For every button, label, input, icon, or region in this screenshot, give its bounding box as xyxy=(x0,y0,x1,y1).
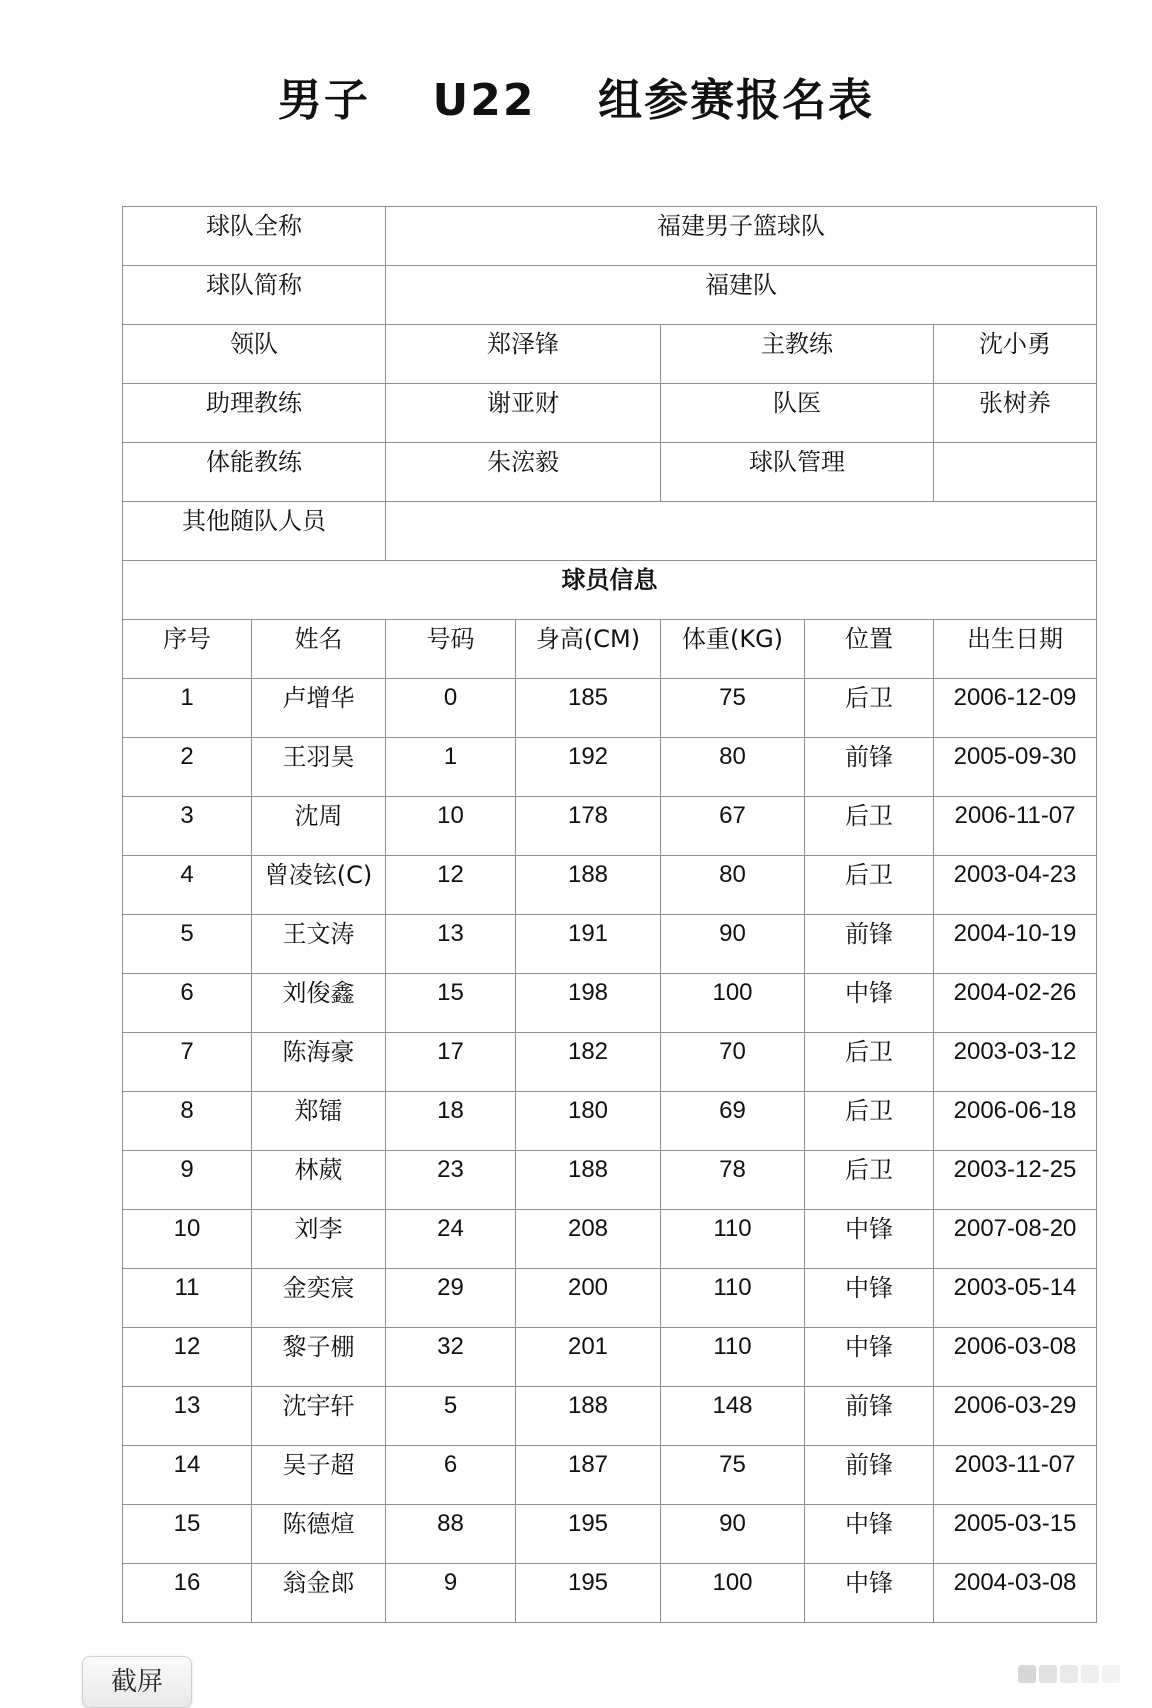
player-weight: 90 xyxy=(661,1505,805,1564)
player-height: 195 xyxy=(516,1564,661,1623)
player-height: 187 xyxy=(516,1446,661,1505)
player-number: 23 xyxy=(386,1151,516,1210)
player-number: 0 xyxy=(386,679,516,738)
player-weight: 67 xyxy=(661,797,805,856)
team-short-name-label: 球队简称 xyxy=(123,266,386,325)
player-birthdate: 2006-06-18 xyxy=(934,1092,1097,1151)
player-weight: 100 xyxy=(661,1564,805,1623)
table-row xyxy=(123,1092,1097,1151)
player-position: 中锋 xyxy=(805,1564,934,1623)
player-birthdate: 2007-08-20 xyxy=(934,1210,1097,1269)
player-birthdate: 2003-11-07 xyxy=(934,1446,1097,1505)
player-height: 180 xyxy=(516,1092,661,1151)
column-header: 出生日期 xyxy=(934,620,1097,679)
player-name: 刘俊鑫 xyxy=(252,974,386,1033)
table-row xyxy=(123,1210,1097,1269)
player-index: 3 xyxy=(123,797,252,856)
page-title: 男子 U22 组参赛报名表 xyxy=(277,75,875,126)
team-full-name-label: 球队全称 xyxy=(123,207,386,266)
column-header: 体重(KG) xyxy=(661,620,805,679)
column-header: 号码 xyxy=(386,620,516,679)
player-name: 沈周 xyxy=(252,797,386,856)
assistant-coach-value: 谢亚财 xyxy=(386,384,661,443)
player-birthdate: 2006-11-07 xyxy=(934,797,1097,856)
player-weight: 110 xyxy=(661,1328,805,1387)
others-row xyxy=(123,502,1097,561)
player-number: 10 xyxy=(386,797,516,856)
player-weight: 75 xyxy=(661,679,805,738)
player-weight: 78 xyxy=(661,1151,805,1210)
player-position: 中锋 xyxy=(805,1505,934,1564)
other-staff-label: 其他随队人员 xyxy=(123,502,386,561)
player-number: 12 xyxy=(386,856,516,915)
player-position: 中锋 xyxy=(805,1210,934,1269)
player-name: 翁金郎 xyxy=(252,1564,386,1623)
player-height: 178 xyxy=(516,797,661,856)
player-name: 王羽昊 xyxy=(252,738,386,797)
player-height: 198 xyxy=(516,974,661,1033)
player-number: 18 xyxy=(386,1092,516,1151)
column-header: 序号 xyxy=(123,620,252,679)
head-coach-label: 主教练 xyxy=(661,325,934,384)
player-weight: 75 xyxy=(661,1446,805,1505)
player-weight: 110 xyxy=(661,1269,805,1328)
player-index: 5 xyxy=(123,915,252,974)
registration-table xyxy=(122,206,1097,1623)
player-number: 13 xyxy=(386,915,516,974)
player-position: 前锋 xyxy=(805,738,934,797)
player-height: 185 xyxy=(516,679,661,738)
table-row xyxy=(123,1505,1097,1564)
player-name: 林葳 xyxy=(252,1151,386,1210)
column-header: 位置 xyxy=(805,620,934,679)
table-row xyxy=(123,915,1097,974)
column-header: 姓名 xyxy=(252,620,386,679)
fitness-coach-value: 朱浤毅 xyxy=(386,443,661,502)
player-number: 6 xyxy=(386,1446,516,1505)
column-header: 身高(CM) xyxy=(516,620,661,679)
team-manager-label: 球队管理 xyxy=(661,443,934,502)
player-index: 16 xyxy=(123,1564,252,1623)
team-short-name-value: 福建队 xyxy=(386,266,1097,325)
team-full-name-value: 福建男子篮球队 xyxy=(386,207,1097,266)
player-height: 208 xyxy=(516,1210,661,1269)
player-position: 前锋 xyxy=(805,915,934,974)
player-index: 1 xyxy=(123,679,252,738)
player-weight: 90 xyxy=(661,915,805,974)
player-position: 后卫 xyxy=(805,1151,934,1210)
player-position: 前锋 xyxy=(805,1387,934,1446)
player-height: 195 xyxy=(516,1505,661,1564)
player-weight: 80 xyxy=(661,738,805,797)
player-birthdate: 2006-12-09 xyxy=(934,679,1097,738)
player-number: 32 xyxy=(386,1328,516,1387)
leader-label: 领队 xyxy=(123,325,386,384)
player-height: 191 xyxy=(516,915,661,974)
player-birthdate: 2003-03-12 xyxy=(934,1033,1097,1092)
player-number: 15 xyxy=(386,974,516,1033)
player-index: 2 xyxy=(123,738,252,797)
player-birthdate: 2005-03-15 xyxy=(934,1505,1097,1564)
players-section-title: 球员信息 xyxy=(123,561,1097,620)
table-row xyxy=(123,797,1097,856)
player-index: 10 xyxy=(123,1210,252,1269)
player-index: 11 xyxy=(123,1269,252,1328)
player-weight: 80 xyxy=(661,856,805,915)
player-weight: 70 xyxy=(661,1033,805,1092)
team-doctor-label: 队医 xyxy=(661,384,934,443)
player-number: 5 xyxy=(386,1387,516,1446)
player-position: 中锋 xyxy=(805,1269,934,1328)
table-row xyxy=(123,974,1097,1033)
player-number: 17 xyxy=(386,1033,516,1092)
player-number: 1 xyxy=(386,738,516,797)
player-height: 200 xyxy=(516,1269,661,1328)
player-index: 15 xyxy=(123,1505,252,1564)
fitness-row xyxy=(123,443,1097,502)
player-position: 中锋 xyxy=(805,974,934,1033)
player-birthdate: 2006-03-08 xyxy=(934,1328,1097,1387)
player-name: 黎子棚 xyxy=(252,1328,386,1387)
player-height: 188 xyxy=(516,1387,661,1446)
player-height: 201 xyxy=(516,1328,661,1387)
player-birthdate: 2004-02-26 xyxy=(934,974,1097,1033)
table-row xyxy=(123,679,1097,738)
player-name: 曾凌铉(C) xyxy=(252,856,386,915)
player-weight: 110 xyxy=(661,1210,805,1269)
player-birthdate: 2005-09-30 xyxy=(934,738,1097,797)
player-index: 4 xyxy=(123,856,252,915)
player-position: 后卫 xyxy=(805,1033,934,1092)
player-position: 后卫 xyxy=(805,1092,934,1151)
leader-row xyxy=(123,325,1097,384)
table-row xyxy=(123,856,1097,915)
player-name: 刘李 xyxy=(252,1210,386,1269)
player-position: 中锋 xyxy=(805,1328,934,1387)
player-weight: 69 xyxy=(661,1092,805,1151)
assistant-coach-label: 助理教练 xyxy=(123,384,386,443)
team-short-name-row xyxy=(123,266,1097,325)
player-name: 卢增华 xyxy=(252,679,386,738)
fitness-coach-label: 体能教练 xyxy=(123,443,386,502)
player-birthdate: 2003-12-25 xyxy=(934,1151,1097,1210)
player-index: 13 xyxy=(123,1387,252,1446)
player-name: 吴子超 xyxy=(252,1446,386,1505)
table-row xyxy=(123,1151,1097,1210)
other-staff-value xyxy=(386,502,1097,561)
player-name: 陈海豪 xyxy=(252,1033,386,1092)
player-number: 9 xyxy=(386,1564,516,1623)
player-birthdate: 2006-03-29 xyxy=(934,1387,1097,1446)
table-row xyxy=(123,1564,1097,1623)
player-position: 后卫 xyxy=(805,679,934,738)
team-full-name-row xyxy=(123,207,1097,266)
player-name: 沈宇轩 xyxy=(252,1387,386,1446)
head-coach-value: 沈小勇 xyxy=(934,325,1097,384)
table-row xyxy=(123,1446,1097,1505)
table-row xyxy=(123,738,1097,797)
player-birthdate: 2004-10-19 xyxy=(934,915,1097,974)
player-height: 192 xyxy=(516,738,661,797)
leader-value: 郑泽锋 xyxy=(386,325,661,384)
player-name: 郑镭 xyxy=(252,1092,386,1151)
screenshot-button[interactable]: 截屏 xyxy=(82,1656,192,1708)
player-index: 14 xyxy=(123,1446,252,1505)
player-name: 陈德煊 xyxy=(252,1505,386,1564)
table-row xyxy=(123,1033,1097,1092)
player-weight: 148 xyxy=(661,1387,805,1446)
player-birthdate: 2004-03-08 xyxy=(934,1564,1097,1623)
player-position: 后卫 xyxy=(805,797,934,856)
player-birthdate: 2003-04-23 xyxy=(934,856,1097,915)
player-number: 88 xyxy=(386,1505,516,1564)
team-doctor-value: 张树养 xyxy=(934,384,1097,443)
player-name: 金奕宸 xyxy=(252,1269,386,1328)
player-index: 9 xyxy=(123,1151,252,1210)
player-birthdate: 2003-05-14 xyxy=(934,1269,1097,1328)
image-strip-icon xyxy=(1018,1665,1142,1685)
player-number: 24 xyxy=(386,1210,516,1269)
player-height: 188 xyxy=(516,1151,661,1210)
players-section-row xyxy=(123,561,1097,620)
player-height: 188 xyxy=(516,856,661,915)
player-index: 6 xyxy=(123,974,252,1033)
player-index: 7 xyxy=(123,1033,252,1092)
player-number: 29 xyxy=(386,1269,516,1328)
players-list xyxy=(123,679,1097,1623)
table-row xyxy=(123,1328,1097,1387)
player-position: 后卫 xyxy=(805,856,934,915)
table-row xyxy=(123,1387,1097,1446)
player-index: 12 xyxy=(123,1328,252,1387)
player-height: 182 xyxy=(516,1033,661,1092)
team-manager-value xyxy=(934,443,1097,502)
player-position: 前锋 xyxy=(805,1446,934,1505)
player-name: 王文涛 xyxy=(252,915,386,974)
player-index: 8 xyxy=(123,1092,252,1151)
table-row xyxy=(123,1269,1097,1328)
players-header-row xyxy=(123,620,1097,679)
assistant-row xyxy=(123,384,1097,443)
player-weight: 100 xyxy=(661,974,805,1033)
